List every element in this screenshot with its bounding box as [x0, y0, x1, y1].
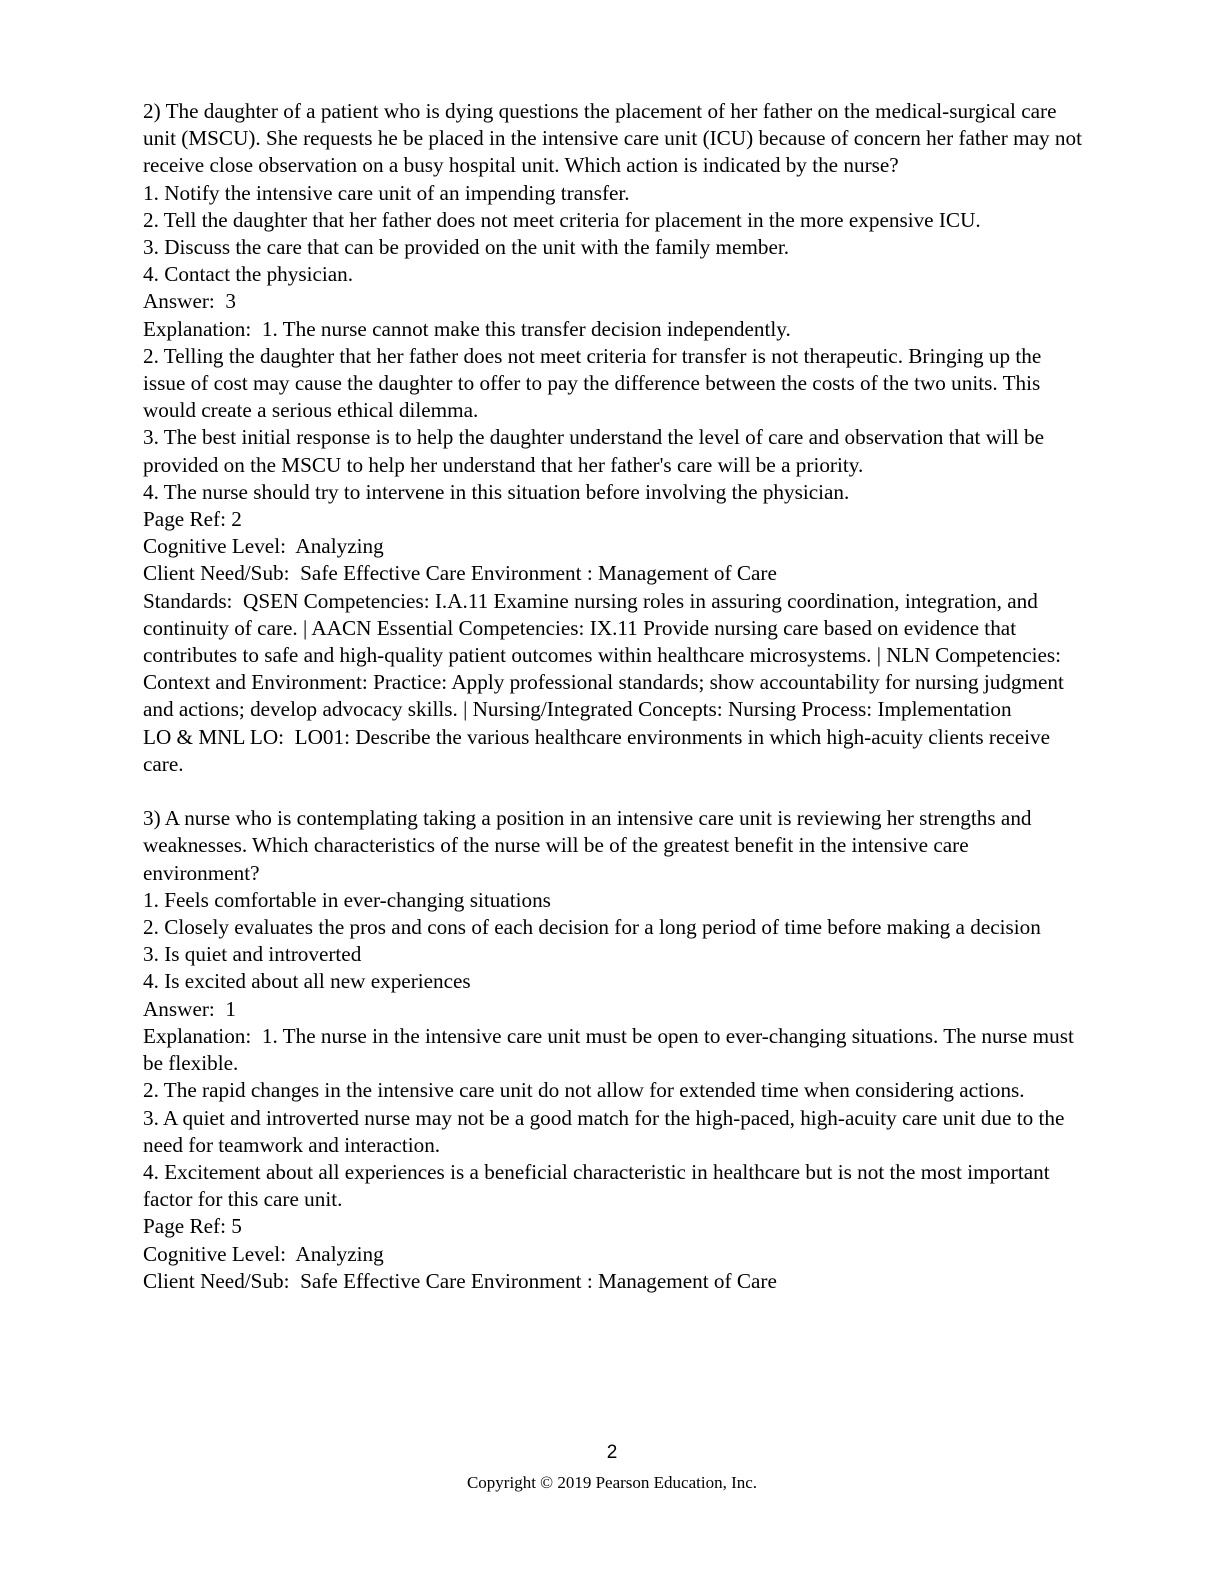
answer-option: 1. Notify the intensive care unit of an impending transfer. — [143, 180, 630, 205]
answer-option: 4. Is excited about all new experiences — [143, 969, 471, 994]
explanation-item: Explanation: 1. The nurse in the intensive care unit must be open to ever-changing situations. The nurse must be flexible. — [143, 1023, 1080, 1076]
document-page — [143, 98, 1088, 1295]
answer-option: 3. Is quiet and introverted — [143, 942, 362, 967]
client-need: Client Need/Sub: Safe Effective Care Environment : Management of Care — [143, 561, 777, 586]
answer-option: 1. Feels comfortable in ever-changing situations — [143, 887, 551, 912]
explanation-item: 4. The nurse should try to intervene in this situation before involving the physician. — [143, 479, 850, 504]
explanation-item: Explanation: 1. The nurse cannot make this transfer decision independently. — [143, 316, 791, 341]
page-ref: Page Ref: 5 — [143, 1214, 242, 1239]
page-ref: Page Ref: 2 — [143, 507, 242, 532]
client-need: Client Need/Sub: Safe Effective Care Environment : Management of Care — [143, 1268, 777, 1293]
explanation-item: 4. Excitement about all experiences is a beneficial characteristic in healthcare but is not the most important factor for this care unit. — [143, 1159, 1055, 1212]
standards: Standards: QSEN Competencies: I.A.11 Examine nursing roles in assuring coordination, integration, and continuity of care. | AACN Essential Competencies: IX.11 Provide nursing care based on evidence that contributes to safe and high-quality patient outcomes within healthcare microsystems. | NLN Competencies: Context and Environment: Practice: Apply professional standards; show accountability for nursing judgment and actions; develop advocacy skills. | Nursing/Integrated Concepts: Nursing Process: Implementation — [143, 588, 1070, 722]
answer-option: 2. Closely evaluates the pros and cons of each decision for a long period of time before making a decision — [143, 915, 1041, 940]
answer-option: 4. Contact the physician. — [143, 262, 354, 287]
question-3 — [143, 805, 1088, 1295]
cognitive-level: Cognitive Level: Analyzing — [143, 534, 384, 559]
learning-objective: LO & MNL LO: LO01: Describe the various healthcare environments in which high-acuity clients receive care. — [143, 724, 1056, 776]
page-number: 2 — [606, 1442, 618, 1463]
explanation-item: 3. The best initial response is to help the daughter understand the level of care and observation that will be provided on the MSCU to help her understand that her father's care will be a priority. — [143, 425, 1050, 477]
copyright-notice: Copyright © 2019 Pearson Education, Inc. — [466, 1473, 758, 1492]
explanation-item: 2. Telling the daughter that her father does not meet criteria for transfer is not therapeutic. Bringing up the issue of cost may cause the daughter to offer to pay the difference between the costs of the two units. This would create a serious ethical dilemma. — [143, 343, 1047, 423]
question-stem: 2) The daughter of a patient who is dying questions the placement of her father on the medical-surgical care unit (MSCU). She requests he be placed in the intensive care unit (ICU) because of concern her father may not receive close observation on a busy hospital unit. Which action is indicated by the nurse? — [143, 99, 1088, 178]
question-2 — [143, 98, 1088, 778]
answer-option: 2. Tell the daughter that her father does not meet criteria for placement in the more expensive ICU. — [143, 207, 981, 232]
spacer — [143, 778, 1088, 805]
question-stem: 3) A nurse who is contemplating taking a position in an intensive care unit is reviewing her strengths and weaknesses. Which characteristics of the nurse will be of the greatest benefit in the intensive care environment? — [143, 806, 1037, 885]
correct-answer: Answer: 1 — [143, 996, 236, 1021]
explanation-item: 3. A quiet and introverted nurse may not be a good match for the high-paced, high-acuity care unit due to the need for teamwork and interaction. — [143, 1105, 1070, 1157]
cognitive-level: Cognitive Level: Analyzing — [143, 1241, 384, 1266]
answer-option: 3. Discuss the care that can be provided on the unit with the family member. — [143, 235, 790, 260]
explanation-item: 2. The rapid changes in the intensive care unit do not allow for extended time when considering actions. — [143, 1078, 1025, 1103]
correct-answer: Answer: 3 — [143, 289, 236, 314]
